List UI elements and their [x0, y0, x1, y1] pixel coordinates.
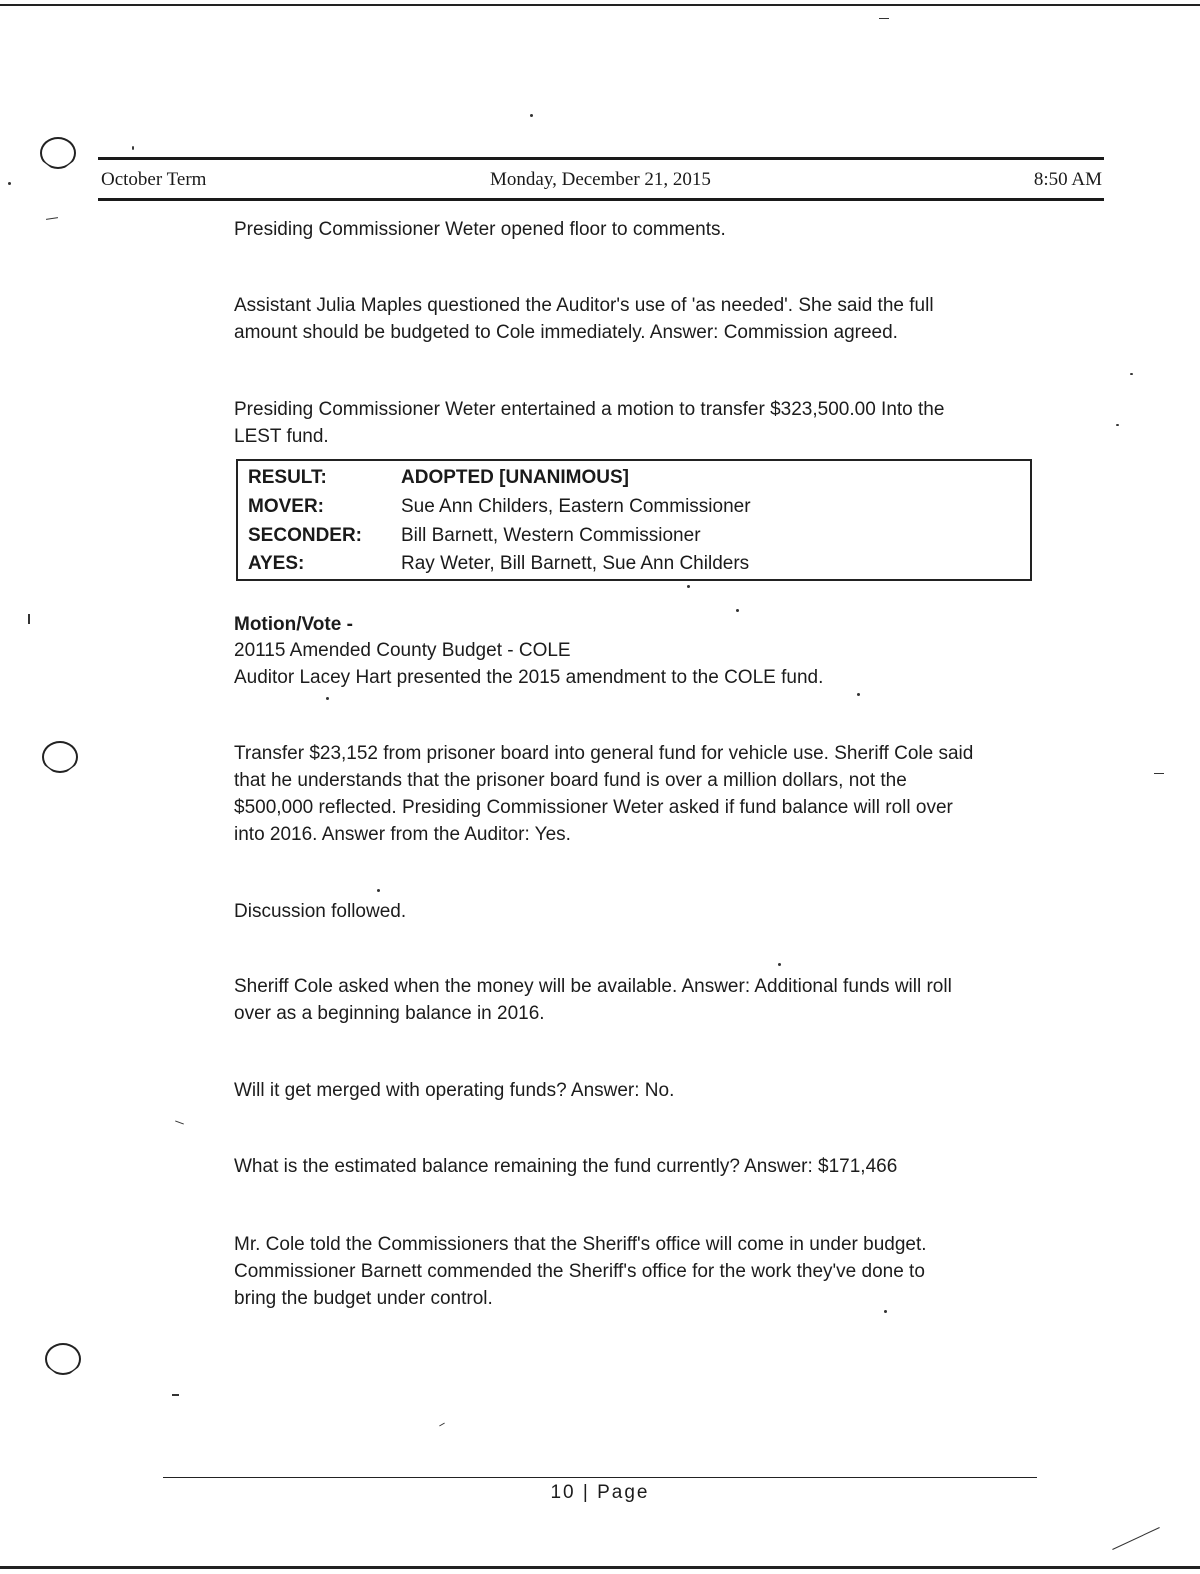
- motion-vote-heading: Motion/Vote -: [234, 614, 353, 635]
- vote-row-seconder: [248, 523, 701, 549]
- page-bottom-edge: [0, 1566, 1200, 1569]
- page-number: 10 | Page: [550, 1482, 650, 1503]
- text-line: into 2016. Answer from the Auditor: Yes.: [234, 824, 571, 845]
- punch-hole-bottom: [45, 1343, 81, 1375]
- header-term: October Term: [101, 169, 207, 190]
- text-line: LEST fund.: [234, 426, 329, 447]
- paragraph-prisoner-board-transfer: [234, 740, 973, 848]
- header-date: Monday, December 21, 2015: [490, 169, 711, 190]
- text-line: Sheriff Cole asked when the money will be available. Answer: Additional funds will roll: [234, 976, 952, 997]
- paragraph-maples-question: [234, 292, 934, 346]
- text-line: Transfer $23,152 from prisoner board into general fund for vehicle use. Sheriff Cole said: [234, 743, 974, 764]
- scan-mark: [1154, 773, 1164, 774]
- text-line: that he understands that the prisoner board fund is over a million dollars, not the: [234, 770, 907, 791]
- scan-mark: [175, 1120, 184, 1124]
- scan-mark: [28, 614, 30, 624]
- text-line: Discussion followed.: [234, 901, 407, 922]
- vote-label: AYES:: [248, 553, 305, 574]
- page-top-edge: [0, 4, 1200, 6]
- paragraph-merged-funds: [234, 1077, 674, 1104]
- vote-value: ADOPTED [UNANIMOUS]: [401, 467, 629, 488]
- text-line: What is the estimated balance remaining the fund currently? Answer: $171,466: [234, 1156, 898, 1177]
- vote-label: MOVER:: [248, 496, 324, 517]
- scan-mark: [46, 217, 58, 220]
- text-line: Assistant Julia Maples questioned the Auditor's use of 'as needed'. She said the full: [234, 295, 934, 316]
- scan-speck: [736, 609, 739, 612]
- vote-result-table: [236, 459, 1032, 581]
- paragraph-opened-floor: [234, 216, 726, 243]
- vote-label: RESULT:: [248, 467, 327, 488]
- scan-speck: [8, 182, 11, 185]
- vote-value: Bill Barnett, Western Commissioner: [401, 525, 701, 546]
- scan-speck: [530, 114, 533, 117]
- scan-speck: [132, 146, 134, 150]
- scan-speck: [1116, 424, 1119, 426]
- paragraph-under-budget: [234, 1231, 927, 1312]
- footer-rule: [163, 1477, 1037, 1478]
- scan-speck: [857, 693, 860, 696]
- text-line: Presiding Commissioner Weter opened floor to comments.: [234, 219, 726, 240]
- text-line: Auditor Lacey Hart presented the 2015 amendment to the COLE fund.: [234, 667, 824, 688]
- scan-mark: [1112, 1527, 1160, 1550]
- paragraph-money-available: [234, 973, 952, 1027]
- paragraph-transfer-motion: [234, 396, 944, 450]
- text-line: Mr. Cole told the Commissioners that the Sheriff's office will come in under budget.: [234, 1234, 927, 1255]
- text-line: 20115 Amended County Budget - COLE: [234, 640, 571, 661]
- paragraph-amended-budget: [234, 637, 823, 691]
- scan-speck: [326, 697, 329, 700]
- scan-speck: [884, 1310, 887, 1313]
- scan-mark: [879, 18, 889, 19]
- scan-speck: [1130, 373, 1133, 375]
- vote-row-mover: [248, 494, 751, 520]
- vote-row-ayes: [248, 551, 749, 577]
- text-line: $500,000 reflected. Presiding Commissioner Weter asked if fund balance will roll over: [234, 797, 953, 818]
- vote-value: Sue Ann Childers, Eastern Commissioner: [401, 496, 751, 517]
- header-rule-bottom: [98, 198, 1104, 201]
- scan-mark: [172, 1394, 179, 1396]
- vote-row-result: [248, 465, 629, 491]
- text-line: Will it get merged with operating funds? Answer: No.: [234, 1080, 675, 1101]
- vote-value: Ray Weter, Bill Barnett, Sue Ann Childers: [401, 553, 750, 574]
- text-line: over as a beginning balance in 2016.: [234, 1003, 545, 1024]
- text-line: Commissioner Barnett commended the Sheriff's office for the work they've done to: [234, 1261, 925, 1282]
- scan-speck: [377, 889, 380, 892]
- text-line: bring the budget under control.: [234, 1288, 493, 1309]
- header-time: 8:50 AM: [1033, 169, 1102, 190]
- punch-hole-top: [40, 137, 76, 169]
- text-line: Presiding Commissioner Weter entertained a motion to transfer $323,500.00 Into the: [234, 399, 945, 420]
- scan-mark: [439, 1423, 445, 1427]
- paragraph-estimated-balance: [234, 1153, 897, 1180]
- header-rule-top: [98, 157, 1104, 160]
- scan-speck: [687, 585, 690, 588]
- scan-speck: [778, 963, 781, 966]
- paragraph-discussion: [234, 898, 406, 925]
- vote-label: SECONDER:: [248, 525, 363, 546]
- text-line: amount should be budgeted to Cole immediately. Answer: Commission agreed.: [234, 322, 898, 343]
- punch-hole-middle: [42, 741, 78, 773]
